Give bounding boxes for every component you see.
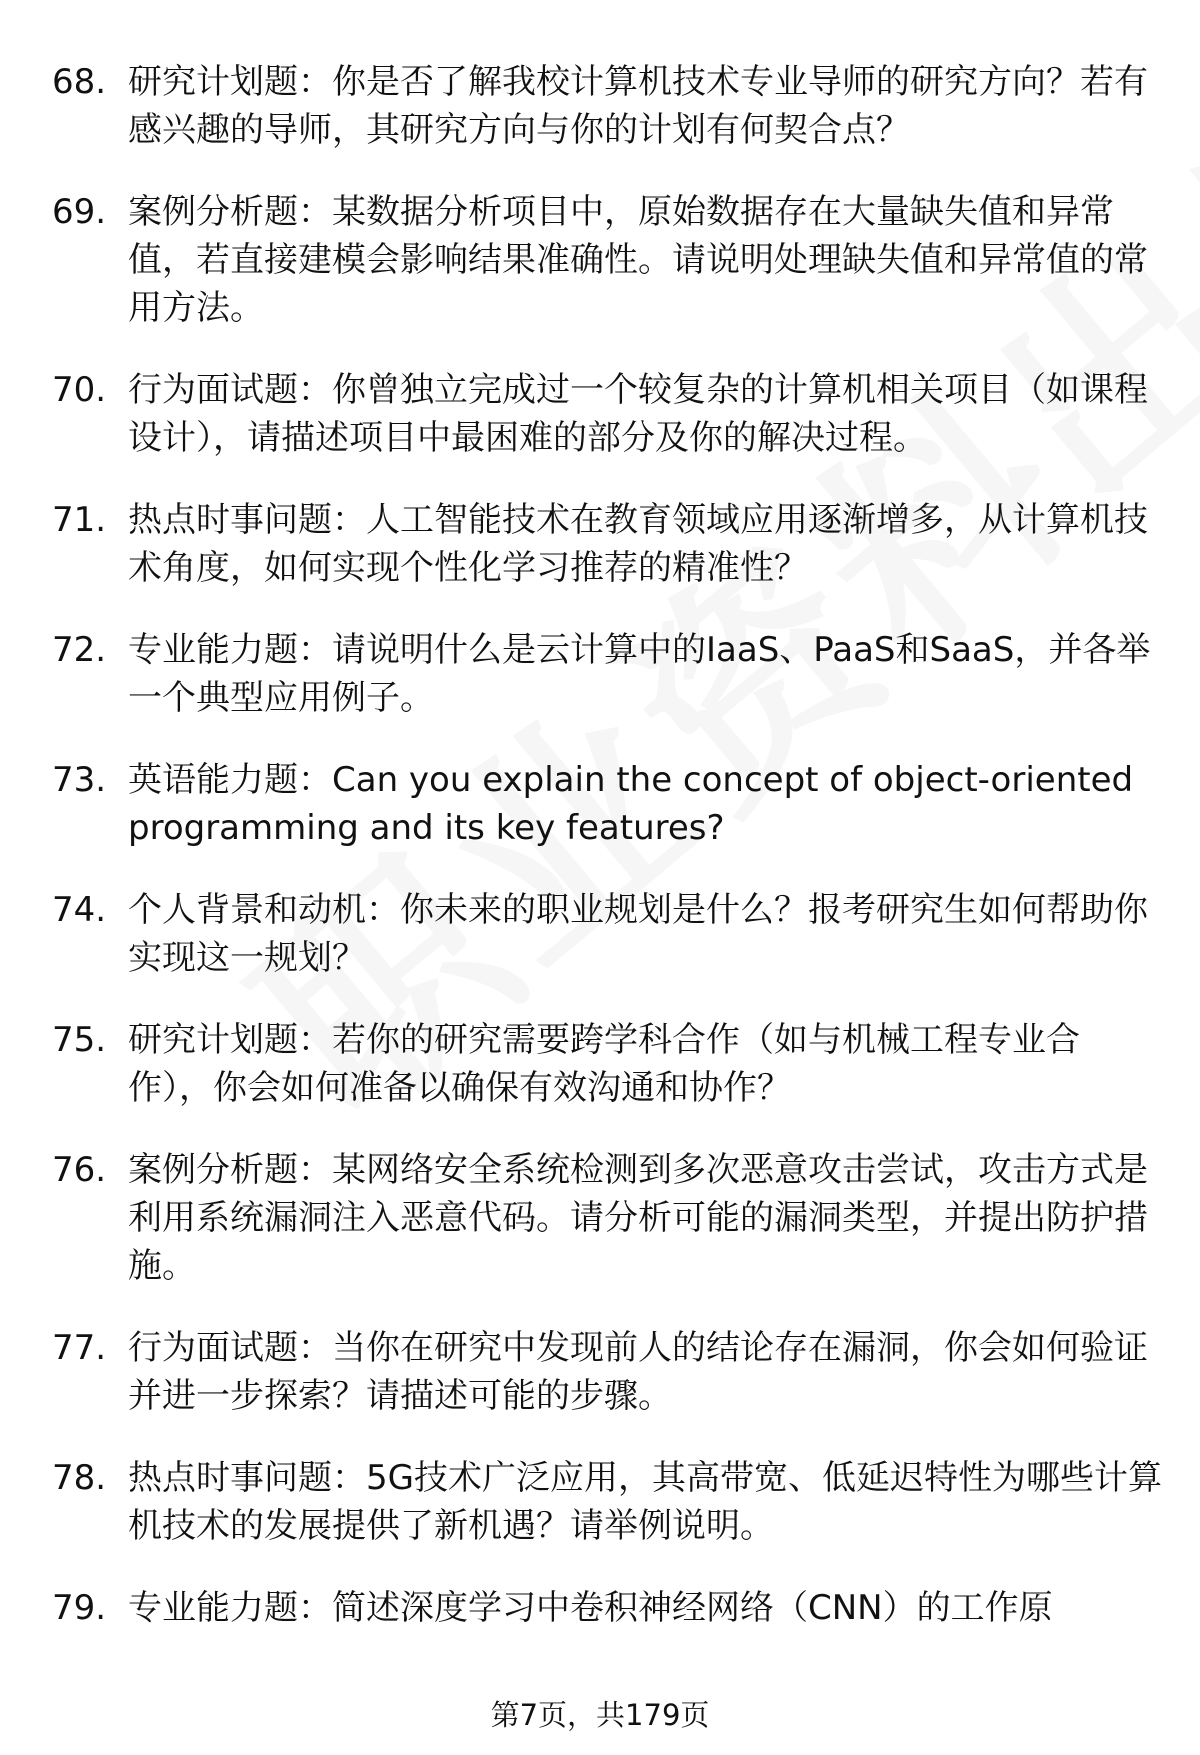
question-number: 68. xyxy=(52,62,107,102)
question-item xyxy=(52,366,1162,462)
question-number: 72. xyxy=(52,630,107,670)
question-number: 71. xyxy=(52,500,107,540)
question-item xyxy=(52,1324,1162,1420)
question-number: 78. xyxy=(52,1458,107,1498)
question-item xyxy=(52,626,1162,722)
question-text: 个人背景和动机：你未来的职业规划是什么？报考研究生如何帮助你实现这一规划？ xyxy=(128,890,1148,978)
question-number: 73. xyxy=(52,760,107,800)
question-item xyxy=(52,756,1162,852)
question-text: 研究计划题：你是否了解我校计算机技术专业导师的研究方向？若有感兴趣的导师，其研究方向与你的计划有何契合点？ xyxy=(128,62,1148,150)
question-item xyxy=(52,1454,1162,1550)
question-text: 案例分析题：某数据分析项目中，原始数据存在大量缺失值和异常值，若直接建模会影响结果准确性。请说明处理缺失值和异常值的常用方法。 xyxy=(128,192,1148,328)
question-text: 案例分析题：某网络安全系统检测到多次恶意攻击尝试，攻击方式是利用系统漏洞注入恶意代码。请分析可能的漏洞类型，并提出防护措施。 xyxy=(128,1150,1148,1286)
question-number: 69. xyxy=(52,192,107,232)
question-item xyxy=(52,496,1162,592)
question-number: 70. xyxy=(52,370,107,410)
question-number: 74. xyxy=(52,890,107,930)
question-text: 专业能力题：请说明什么是云计算中的IaaS、PaaS和SaaS，并各举一个典型应用例子。 xyxy=(128,630,1151,718)
question-text: 英语能力题：Can you explain the concept of object-oriented programming and its key features? xyxy=(128,760,1134,848)
question-text: 热点时事问题：5G技术广泛应用，其高带宽、低延迟特性为哪些计算机技术的发展提供了新机遇？请举例说明。 xyxy=(128,1458,1162,1546)
question-text: 行为面试题：当你在研究中发现前人的结论存在漏洞，你会如何验证并进一步探索？请描述可能的步骤。 xyxy=(128,1328,1148,1416)
page-footer xyxy=(0,1695,1200,1735)
question-number: 79. xyxy=(52,1588,107,1628)
question-text: 行为面试题：你曾独立完成过一个较复杂的计算机相关项目（如课程设计），请描述项目中最困难的部分及你的解决过程。 xyxy=(128,370,1148,458)
question-text: 研究计划题：若你的研究需要跨学科合作（如与机械工程专业合作），你会如何准备以确保有效沟通和协作？ xyxy=(128,1020,1080,1108)
question-number: 76. xyxy=(52,1150,107,1190)
question-item xyxy=(52,1584,1162,1632)
page-number-label: 第7页，共179页 xyxy=(490,1698,710,1732)
question-number: 75. xyxy=(52,1020,107,1060)
question-item xyxy=(52,188,1162,332)
question-item xyxy=(52,58,1162,154)
question-item xyxy=(52,1146,1162,1290)
question-item xyxy=(52,1016,1162,1112)
question-list xyxy=(52,58,1162,1666)
question-item xyxy=(52,886,1162,982)
question-text: 热点时事问题：人工智能技术在教育领域应用逐渐增多，从计算机技术角度，如何实现个性化学习推荐的精准性？ xyxy=(128,500,1148,588)
question-number: 77. xyxy=(52,1328,107,1368)
question-text: 专业能力题：简述深度学习中卷积神经网络（CNN）的工作原 xyxy=(128,1588,1053,1628)
